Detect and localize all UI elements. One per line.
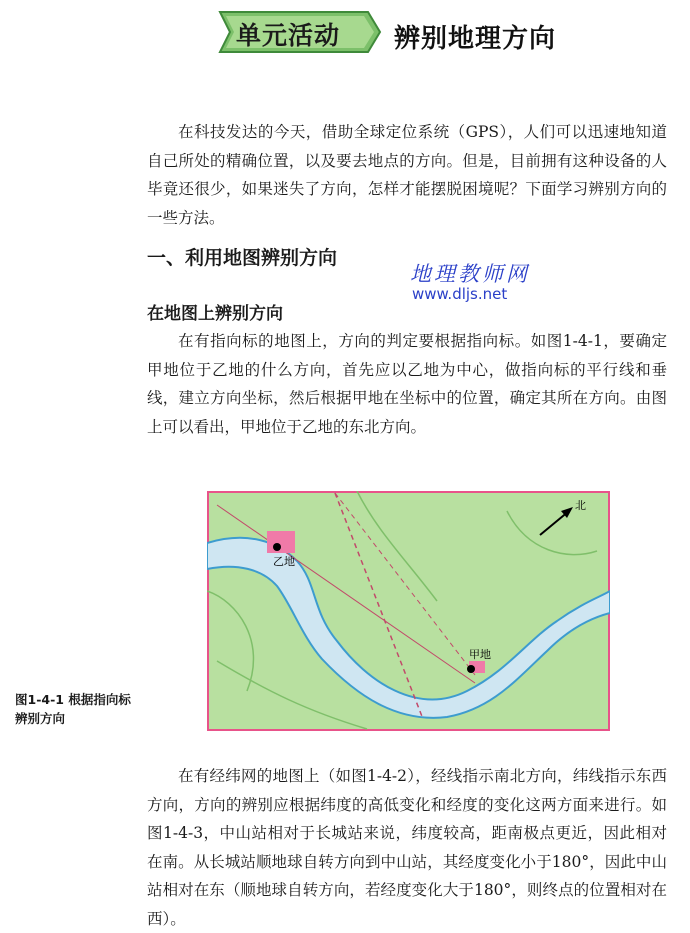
map-direction-paragraph: 在有指向标的地图上，方向的判定要根据指向标。如图1-4-1，要确定甲地位于乙地的什么方向，首先应以乙地为中心，做指向标的平行线和垂线，建立方向坐标，然后根据甲地在坐标中的位置，确定其所在方向。由图上可以看出，甲地位于乙地的东北方向。 <box>147 332 667 436</box>
caption-line-1: 图1-4-1 根据指向标 <box>15 692 131 707</box>
page-title: 辨别地理方向 <box>394 24 557 54</box>
watermark-url: www.dljs.net <box>412 285 508 303</box>
place-yi-marker <box>273 543 281 551</box>
place-jia-marker <box>467 665 475 673</box>
figure-caption <box>15 690 175 728</box>
place-jia-label: 甲地 <box>469 648 491 661</box>
subsection-heading: 在地图上辨别方向 <box>147 304 283 324</box>
section-heading: 一、利用地图辨别方向 <box>147 247 338 269</box>
graticule-paragraph: 在有经纬网的地图上（如图1-4-2），经线指示南北方向，纬线指示东西方向，方向的辨别应根据纬度的高低变化和经度的变化这两方面来进行。如图1-4-3，中山站相对于长城站来说，纬度较高，距南极点更近，因此相对在南。从长城站顺地球自转方向到中山站，其经度变化小于180°，因此中山站相对在东（顺地球自转方向，若经度变化大于180°，则终点的位置相对在西）。 <box>147 767 667 928</box>
place-yi-area <box>267 531 295 553</box>
north-label: 北 <box>575 499 586 512</box>
watermark-text: 地理教师网 <box>410 262 530 286</box>
place-yi-label: 乙地 <box>273 555 295 568</box>
direction-map-figure <box>207 491 610 731</box>
intro-paragraph: 在科技发达的今天，借助全球定位系统（GPS），人们可以迅速地知道自己所处的精确位置，以及要去地点的方向。但是，目前拥有这种设备的人毕竟还很少，如果迷失了方向，怎样才能摆脱困境呢？下面学习辨别方向的一些方法。 <box>147 123 667 227</box>
badge-label: 单元活动 <box>236 21 341 50</box>
caption-line-2: 辨别方向 <box>15 711 66 726</box>
unit-header <box>218 6 598 60</box>
